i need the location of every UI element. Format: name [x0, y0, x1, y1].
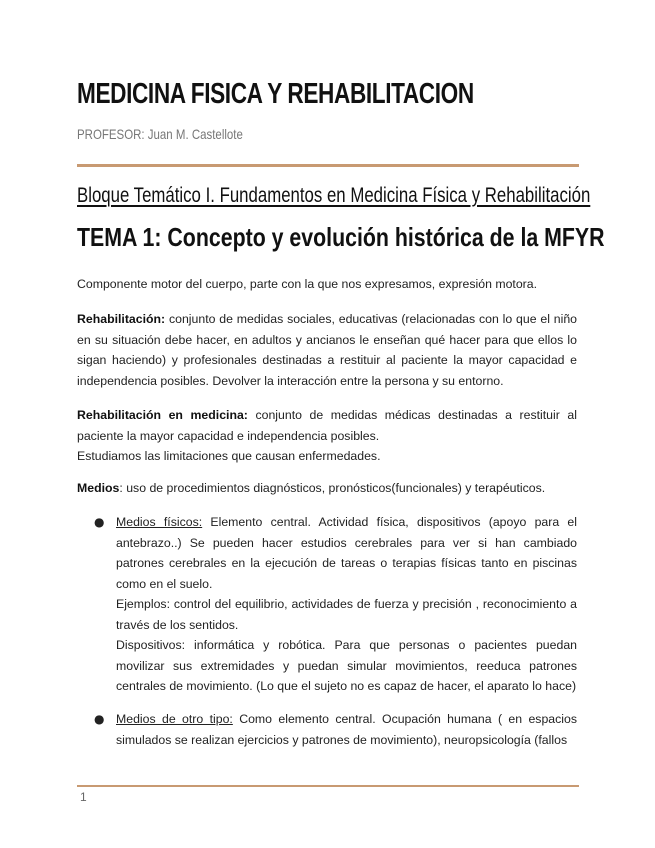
rehabilitacion-medicina-paragraph — [77, 405, 577, 467]
medios-term: Medios — [77, 481, 120, 495]
limitaciones-line: Estudiamos las limitaciones que causan enfermedades. — [77, 449, 381, 463]
bullet-icon: ● — [94, 515, 105, 529]
medios-otro-tipo-term: Medios de otro tipo: — [116, 712, 233, 726]
bullet-icon: ● — [94, 712, 105, 726]
rehabilitacion-term: Rehabilitación: — [77, 312, 166, 326]
tema-heading: TEMA 1: Concepto y evolución histórica de la MFYR — [77, 222, 605, 252]
professor-line: PROFESOR: Juan M. Castellote — [77, 126, 243, 142]
medios-otro-tipo-text — [116, 709, 577, 750]
page-number: 1 — [80, 790, 87, 804]
medios-fisicos-term: Medios físicos: — [116, 515, 203, 529]
rehabilitacion-medicina-term: Rehabilitación en medicina: — [77, 408, 248, 422]
footer-divider — [77, 785, 579, 787]
document-title: MEDICINA FISICA Y REHABILITACION — [77, 78, 474, 110]
medios-paragraph — [77, 478, 577, 499]
bloque-heading: Bloque Temático I. Fundamentos en Medicina Física y Rehabilitación — [77, 184, 591, 207]
dispositivos-line: Dispositivos: informática y robótica. Para que personas o pacientes puedan movilizar sus extremidades y puedan simular movimientos, reeduca patrones centrales de movimiento. (Lo que el sujeto no es capaz de hacer, el aparato lo hace) — [116, 638, 577, 693]
rehabilitacion-medicina-definition: conjunto de medidas médicas destinadas a restituir al paciente la mayor capacidad e independencia posibles. — [77, 408, 577, 443]
intro-paragraph: Componente motor del cuerpo, parte con la que nos expresamos, expresión motora. — [77, 277, 538, 291]
medios-otro-tipo-definition: Como elemento central. Ocupación humana ( en espacios simulados se realizan ejercicios y patrones de movimiento), neuropsicología (fallos — [116, 712, 577, 747]
medios-fisicos-definition: Elemento central. Actividad física, dispositivos (apoyo para el antebrazo..) Se pueden hacer estudios cerebrales para ver si han cambiado patrones cerebrales en la ejecución de tareas o terapias físicas tanto en piscinas como en el suelo. — [116, 515, 577, 591]
medios-fisicos-text — [116, 512, 577, 594]
list-item-body — [116, 512, 577, 697]
rehabilitacion-paragraph — [77, 309, 577, 391]
medios-definition: : uso de procedimientos diagnósticos, pronósticos(funcionales) y terapéuticos. — [119, 481, 546, 495]
header-divider — [77, 164, 579, 167]
ejemplos-line: Ejemplos: control del equilibrio, actividades de fuerza y precisión , reconocimiento a través de los sentidos. — [116, 597, 577, 632]
rehabilitacion-definition: conjunto de medidas sociales, educativas (relacionadas con lo que el niño en su situación debe hacer, en adultos y ancianos le enseñan qué hacer para que ellos lo sigan haciendo) y profesionales destinadas a restituir al paciente la mayor capacidad e independencia posibles. Devolver la interacción entre la persona y su entorno. — [77, 312, 577, 388]
list-item-body — [116, 709, 577, 750]
